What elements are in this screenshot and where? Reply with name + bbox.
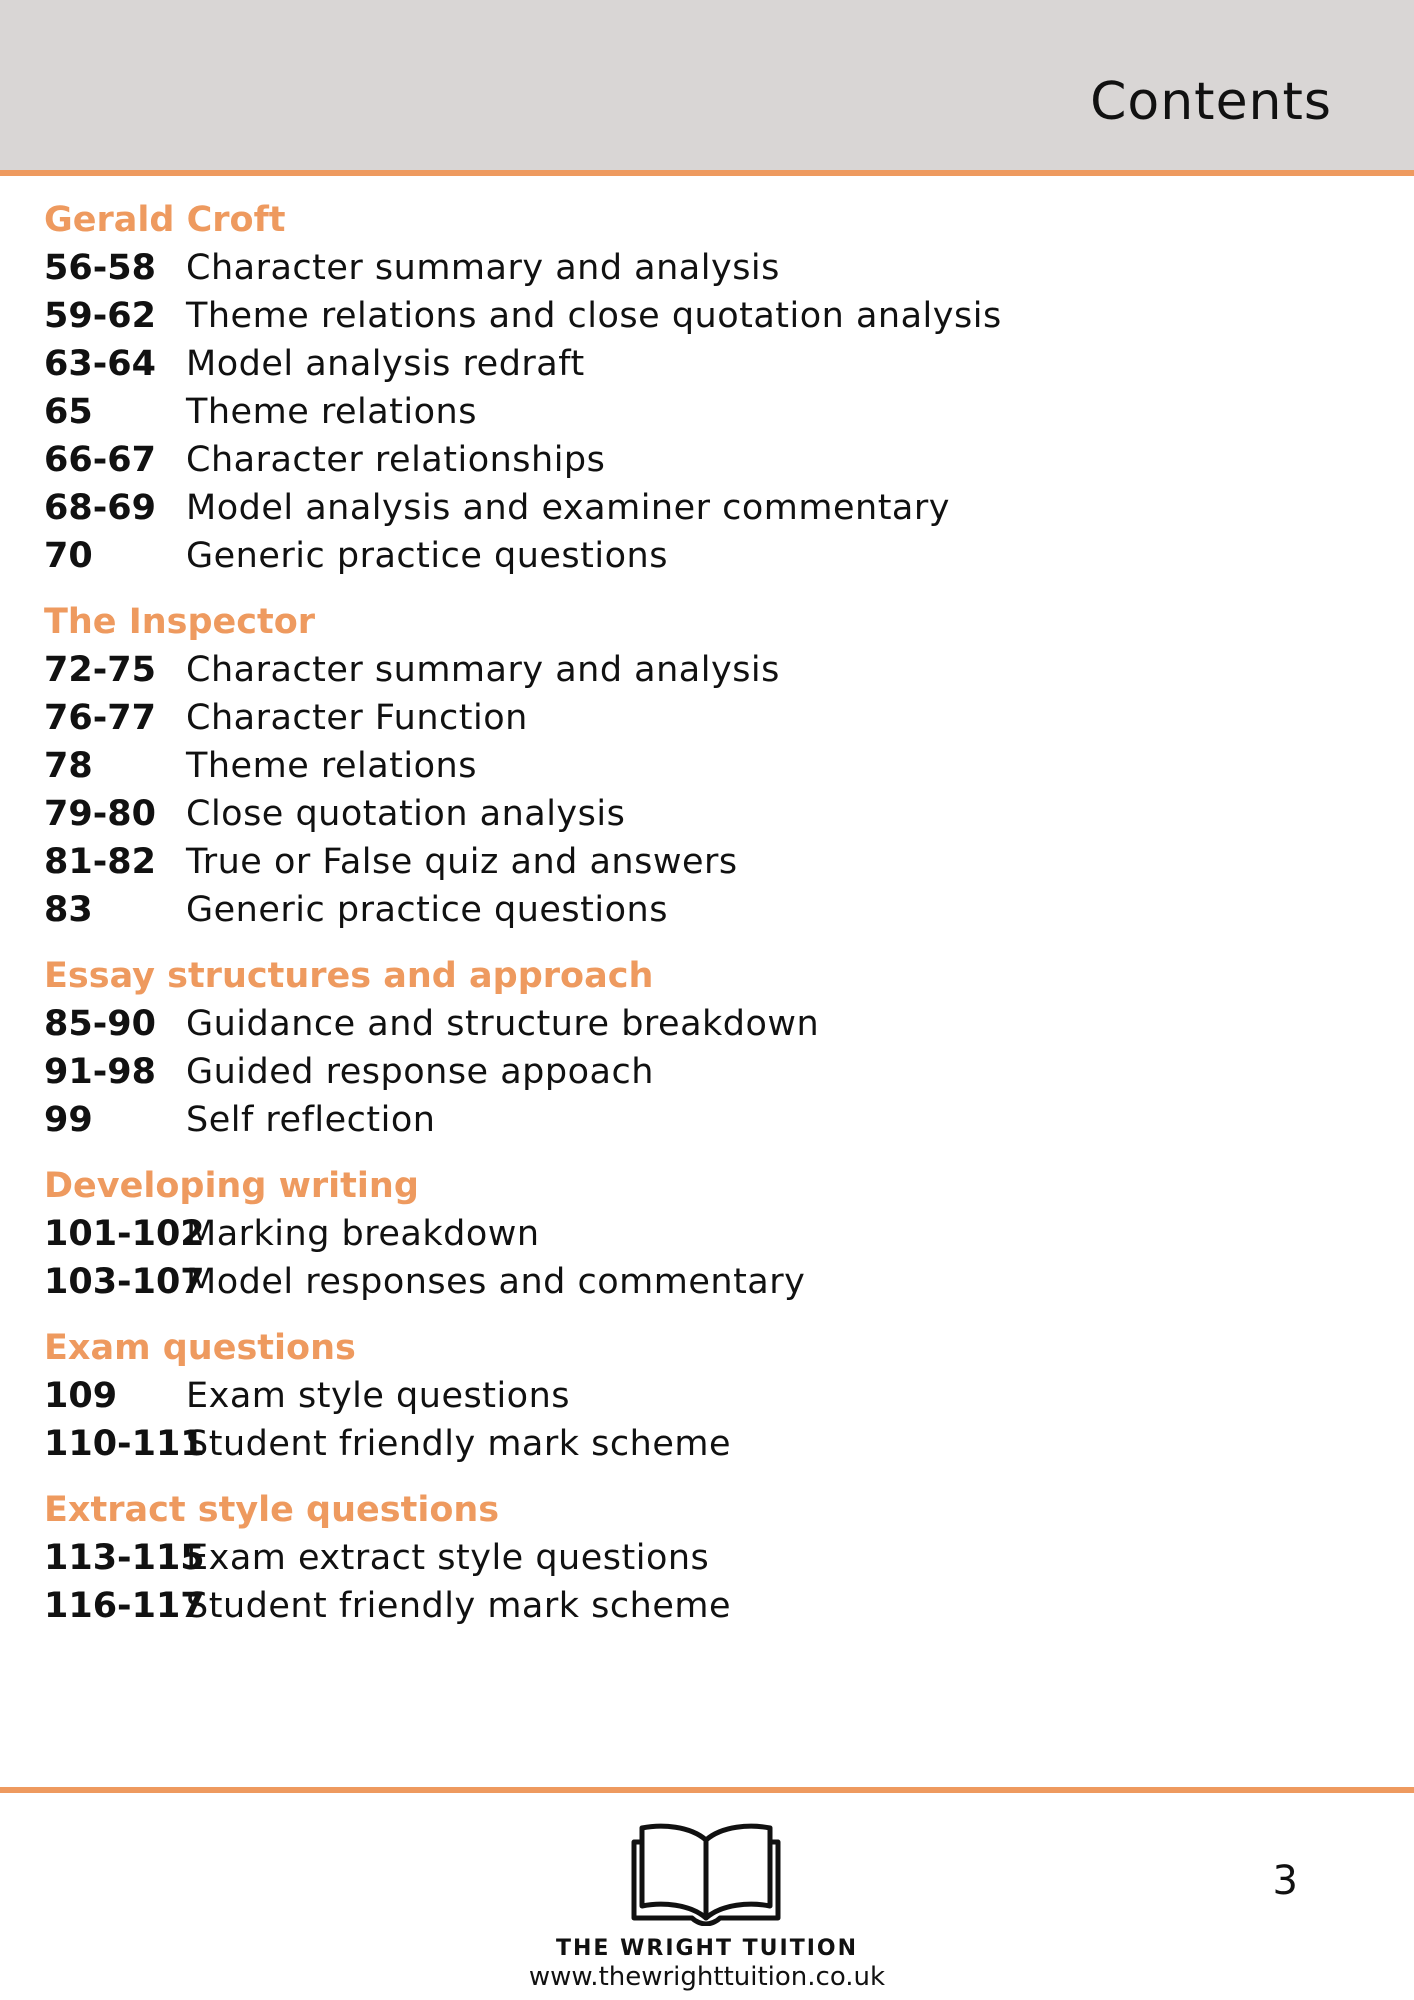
header-divider	[0, 170, 1414, 176]
toc-entry	[44, 340, 1344, 388]
section-title: Extract style questions	[44, 1490, 500, 1530]
footer-divider	[0, 1787, 1414, 1793]
entry-pages: 101-102	[44, 1214, 205, 1254]
entry-label: Character summary and analysis	[186, 650, 780, 690]
entry-pages: 113-115	[44, 1538, 205, 1578]
toc-entry	[44, 1000, 1344, 1048]
entry-pages: 78	[44, 746, 93, 786]
entry-pages: 81-82	[44, 842, 156, 882]
entry-pages: 116-117	[44, 1586, 205, 1626]
toc-entry	[44, 886, 1344, 934]
section-title: Gerald Croft	[44, 200, 286, 240]
toc-section	[44, 598, 1344, 934]
entry-pages: 85-90	[44, 1004, 156, 1044]
toc-entry	[44, 1420, 1344, 1468]
toc-entry	[44, 532, 1344, 580]
entry-pages: 99	[44, 1100, 93, 1140]
entry-label: Model responses and commentary	[186, 1262, 806, 1302]
entry-label: Student friendly mark scheme	[186, 1586, 731, 1626]
entry-pages: 83	[44, 890, 93, 930]
toc-entry	[44, 1096, 1344, 1144]
toc-entry	[44, 1258, 1344, 1306]
toc-entry	[44, 790, 1344, 838]
entry-label: Character relationships	[186, 440, 606, 480]
toc-section	[44, 196, 1344, 580]
toc-entry	[44, 838, 1344, 886]
entry-pages: 70	[44, 536, 93, 576]
entry-label: Theme relations	[186, 746, 477, 786]
entry-label: Marking breakdown	[186, 1214, 540, 1254]
section-title: Developing writing	[44, 1166, 419, 1206]
website-url: www.thewrighttuition.co.uk	[528, 1962, 886, 1992]
entry-label: Exam style questions	[186, 1376, 570, 1416]
entry-label: Character summary and analysis	[186, 248, 780, 288]
toc-entry	[44, 1534, 1344, 1582]
toc-entry	[44, 1582, 1344, 1630]
entry-pages: 79-80	[44, 794, 156, 834]
toc-entry	[44, 388, 1344, 436]
toc-entry	[44, 646, 1344, 694]
toc-entry	[44, 1210, 1344, 1258]
toc-entry	[44, 436, 1344, 484]
entry-pages: 65	[44, 392, 93, 432]
toc-section	[44, 952, 1344, 1144]
entry-label: Generic practice questions	[186, 890, 668, 930]
entry-label: Close quotation analysis	[186, 794, 626, 834]
entry-pages: 109	[44, 1376, 118, 1416]
toc-entry	[44, 292, 1344, 340]
entry-label: Character Function	[186, 698, 528, 738]
entry-label: Model analysis redraft	[186, 344, 585, 384]
section-title: The Inspector	[44, 602, 316, 642]
entry-pages: 76-77	[44, 698, 156, 738]
toc-entry	[44, 694, 1344, 742]
toc-entry	[44, 742, 1344, 790]
page-title: Contents	[1090, 72, 1332, 132]
entry-label: Guided response appoach	[186, 1052, 654, 1092]
entry-label: Student friendly mark scheme	[186, 1424, 731, 1464]
entry-label: Self reflection	[186, 1100, 436, 1140]
entry-label: Guidance and structure breakdown	[186, 1004, 820, 1044]
entry-label: True or False quiz and answers	[186, 842, 738, 882]
entry-pages: 56-58	[44, 248, 156, 288]
toc-entry	[44, 1048, 1344, 1096]
entry-label: Exam extract style questions	[186, 1538, 710, 1578]
table-of-contents	[44, 196, 1344, 1648]
toc-entry	[44, 244, 1344, 292]
entry-pages: 72-75	[44, 650, 156, 690]
entry-pages: 110-111	[44, 1424, 205, 1464]
entry-pages: 68-69	[44, 488, 156, 528]
entry-label: Theme relations	[186, 392, 477, 432]
entry-pages: 63-64	[44, 344, 156, 384]
section-title: Exam questions	[44, 1328, 356, 1368]
entry-pages: 103-107	[44, 1262, 205, 1302]
entry-pages: 59-62	[44, 296, 156, 336]
toc-section	[44, 1324, 1344, 1468]
open-book-icon	[630, 1818, 782, 1926]
entry-label: Theme relations and close quotation analysis	[186, 296, 1002, 336]
section-title: Essay structures and approach	[44, 956, 654, 996]
toc-entry	[44, 1372, 1344, 1420]
entry-label: Generic practice questions	[186, 536, 668, 576]
page-number: 3	[1272, 1858, 1298, 1904]
toc-section	[44, 1486, 1344, 1630]
toc-entry	[44, 484, 1344, 532]
entry-pages: 91-98	[44, 1052, 156, 1092]
toc-section	[44, 1162, 1344, 1306]
entry-label: Model analysis and examiner commentary	[186, 488, 950, 528]
entry-pages: 66-67	[44, 440, 156, 480]
brand-name: THE WRIGHT TUITION	[556, 1936, 858, 1961]
